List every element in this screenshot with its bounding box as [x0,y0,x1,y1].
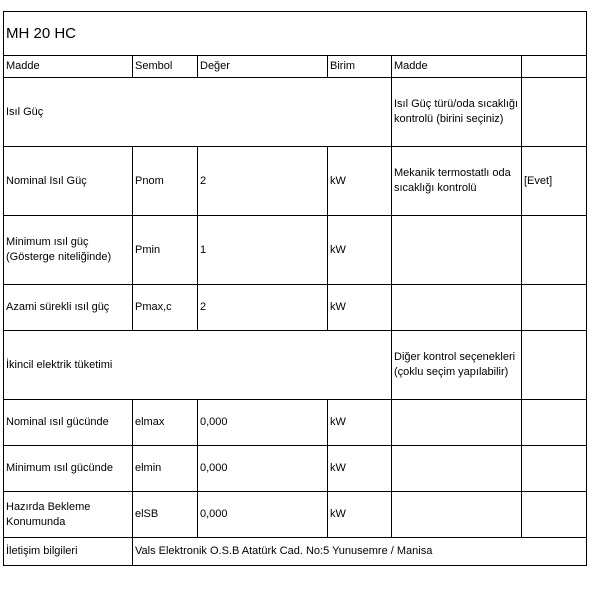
row-deger: 0,000 [198,400,328,446]
spec-table [3,11,587,566]
row-birim: kW [328,492,392,538]
row-sembol: Pmin [133,216,198,285]
right-label [392,216,522,285]
header-madde-right: Madde [392,56,522,78]
right-value [522,285,587,331]
right-value [522,446,587,492]
section-label: Isıl Güç [4,78,392,147]
header-deger: Değer [198,56,328,78]
right-value [522,331,587,400]
row-birim: kW [328,400,392,446]
header-row [4,56,587,78]
right-label [392,446,522,492]
table-row [4,216,587,285]
table-row [4,147,587,216]
table-row [4,285,587,331]
row-sembol: elSB [133,492,198,538]
right-value: [Evet] [522,147,587,216]
row-deger: 0,000 [198,446,328,492]
row-deger: 2 [198,285,328,331]
table-row [4,492,587,538]
header-madde: Madde [4,56,133,78]
header-sembol: Sembol [133,56,198,78]
row-sembol: elmax [133,400,198,446]
row-sembol: elmin [133,446,198,492]
right-value [522,400,587,446]
row-birim: kW [328,216,392,285]
right-label: Diğer kontrol seçenekleri (çoklu seçim yapılabilir) [392,331,522,400]
row-madde: Nominal Isıl Güç [4,147,133,216]
right-label [392,285,522,331]
row-deger: 0,000 [198,492,328,538]
header-empty [522,56,587,78]
right-label [392,400,522,446]
right-label [392,492,522,538]
right-value [522,78,587,147]
contact-label: İletişim bilgileri [4,538,133,566]
contact-value: Vals Elektronik O.S.B Atatürk Cad. No:5 Yunusemre / Manisa [133,538,587,566]
table-row [4,400,587,446]
right-label: Isıl Güç türü/oda sıcaklığı kontrolü (birini seçiniz) [392,78,522,147]
right-value [522,216,587,285]
title-row [4,12,587,56]
row-deger: 1 [198,216,328,285]
table-row [4,331,587,400]
right-label: Mekanik termostatlı oda sıcaklığı kontrolü [392,147,522,216]
row-madde: Azami sürekli ısıl güç [4,285,133,331]
right-value [522,492,587,538]
table-row [4,446,587,492]
row-birim: kW [328,446,392,492]
table-title: MH 20 HC [4,12,587,56]
row-madde: Nominal ısıl gücünde [4,400,133,446]
row-madde: Hazırda Bekleme Konumunda [4,492,133,538]
row-birim: kW [328,285,392,331]
table-row [4,78,587,147]
contact-row [4,538,587,566]
header-birim: Birim [328,56,392,78]
row-deger: 2 [198,147,328,216]
row-madde: Minimum ısıl güç (Gösterge niteliğinde) [4,216,133,285]
row-birim: kW [328,147,392,216]
row-sembol: Pnom [133,147,198,216]
section-label: İkincil elektrik tüketimi [4,331,392,400]
row-madde: Minimum ısıl gücünde [4,446,133,492]
row-sembol: Pmax,c [133,285,198,331]
